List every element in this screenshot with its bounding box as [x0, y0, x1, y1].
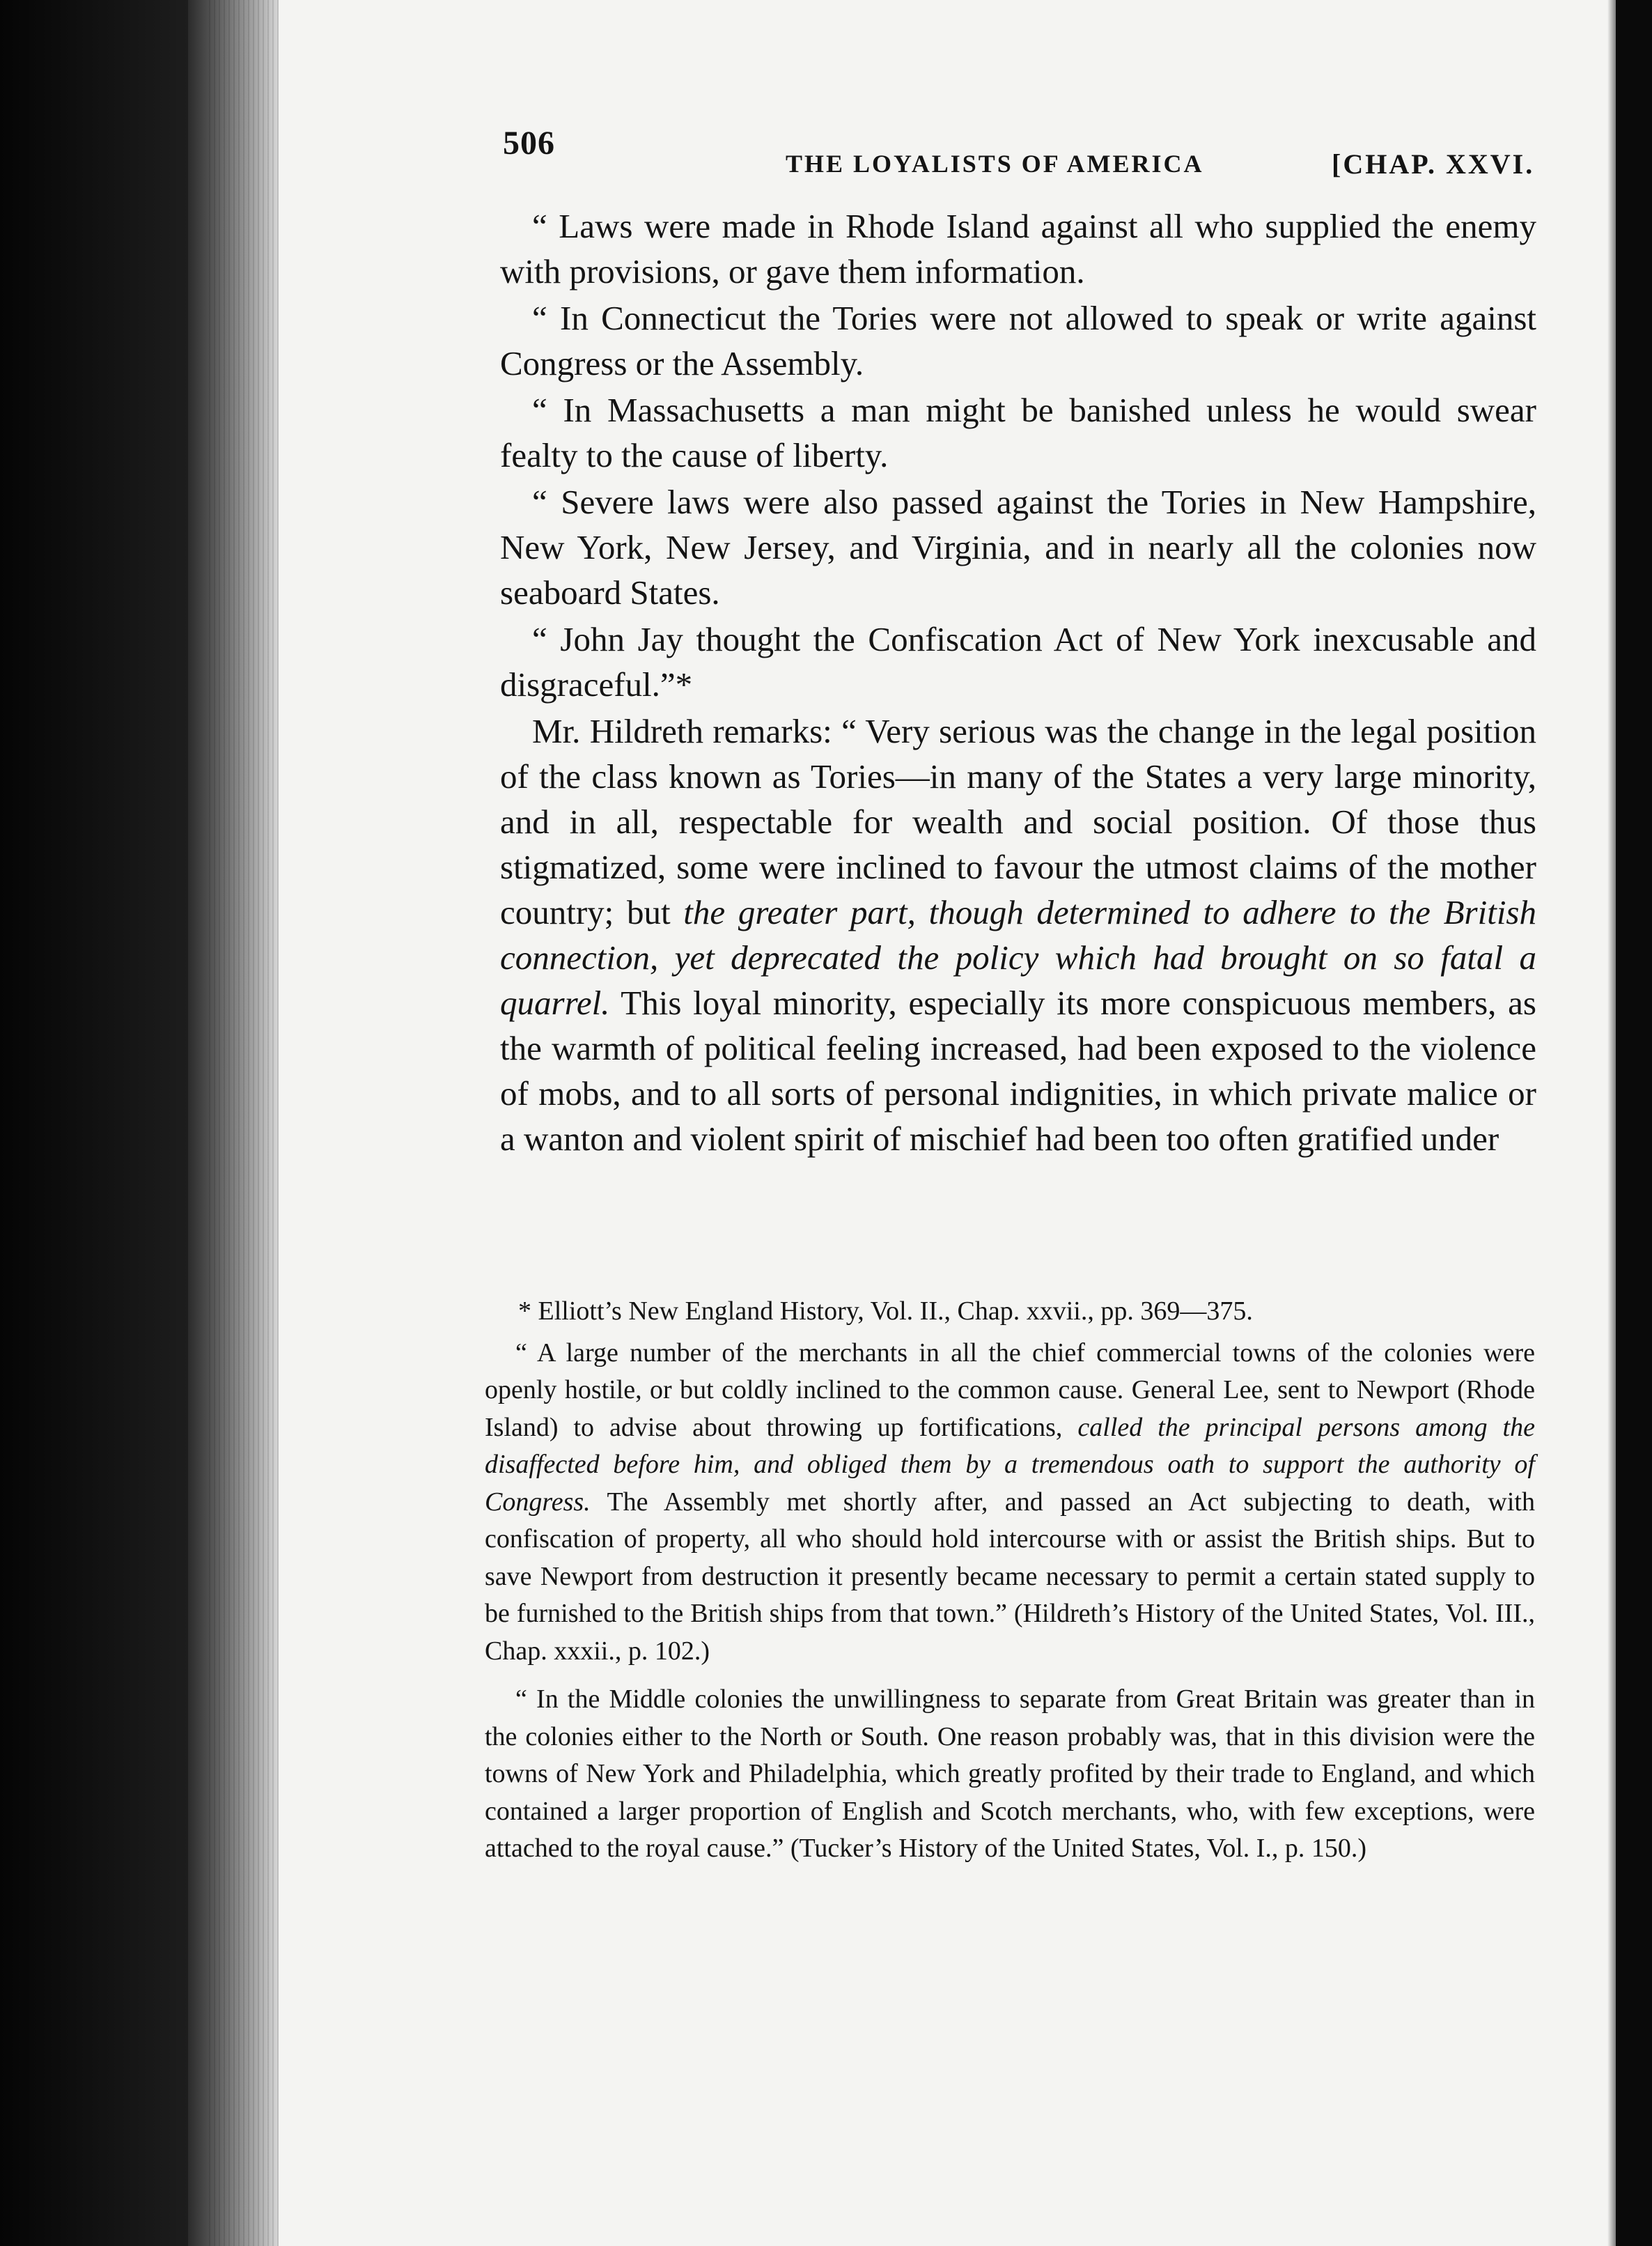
- hildreth-text-start: Mr. Hildreth remarks: “ Very serious was the change in the legal position of the class known as Tories—in many of the States a very large minority, and in all, respectable for wealth and social position. Of those thus stigmatized, some were inclined to favour the utmost claims of the mother country; but: [500, 712, 1536, 931]
- paragraph-hildreth: [500, 708, 1536, 1161]
- paragraph-rhode-island: “ Laws were made in Rhode Island against all who supplied the enemy with provisions, or gave them information.: [500, 207, 1536, 291]
- footnote-merchants-italic: called the principal persons among the disaffected before him, and obliged them by a tremendous oath to support the authority of Congress.: [485, 1412, 1535, 1517]
- paragraph-massachusetts: “ In Massachusetts a man might be banished unless he would swear fealty to the cause of liberty.: [500, 391, 1536, 474]
- footnote-merchants-start: “ A large number of the merchants in all the chief commercial towns of the colonies were openly hostile, or but coldly inclined to the common cause. General Lee, sent to Newport (Rhode Island) to advise about throwing up fortifications,: [485, 1338, 1535, 1442]
- paragraph-severe-laws: “ Severe laws were also passed against the Tories in New Hampshire, New York, New Jersey, and Virginia, and in nearly all the colonies now seaboard States.: [500, 483, 1536, 612]
- hildreth-italic-passage: the greater part, though determined to adhere to the British connection, yet deprecated the policy which had brought on so fatal a quarrel.: [500, 893, 1536, 1022]
- footnote-middle-colonies: “ In the Middle colonies the unwillingness to separate from Great Britain was greater than in the colonies either to the North or South. One reason probably was, that in this division were the towns of New York and Philadelphia, which greatly profited by their trade to England, and which contained a larger proportion of English and Scotch merchants, who, with few exceptions, were attached to the royal cause.” (Tucker’s History of the United States, Vol. I., p. 150.): [485, 1684, 1535, 1863]
- footnotes: [485, 1293, 1535, 1868]
- hildreth-text-end: This loyal minority, especially its more conspicuous members, as the warmth of political feeling increased, had been exposed to the violence of mobs, and to all sorts of personal indignities, in which private malice or a wanton and violent spirit of mischief had been too often gratified under: [500, 984, 1536, 1158]
- scan-background-right: [1616, 0, 1652, 2246]
- paragraph-john-jay: “ John Jay thought the Confiscation Act of New York inexcusable and disgraceful.”*: [500, 620, 1536, 704]
- page-number: 506: [503, 125, 555, 162]
- chapter-reference: [CHAP. XXVI.: [1332, 148, 1535, 180]
- paragraph-connecticut: “ In Connecticut the Tories were not allowed to speak or write against Congress or the Assembly.: [500, 299, 1536, 382]
- scan-background-left: [0, 0, 188, 2246]
- running-title: THE LOYALISTS OF AMERICA: [786, 150, 1204, 178]
- footnote-merchants-end: The Assembly met shortly after, and passed an Act subjecting to death, with confiscation of property, all who should hold intercourse with or assist the British ships. But to save Newport from destruction it presently became necessary to permit a certain stated supply to be furnished to the British ships from that town.” (Hildreth’s History of the United States, Vol. III., Chap. xxxii., p. 102.): [485, 1487, 1535, 1666]
- main-text: [500, 203, 1536, 1161]
- footnote-merchants: [485, 1335, 1535, 1671]
- page-edges: [209, 0, 279, 2246]
- footnote-reference: * Elliott’s New England History, Vol. II., Chap. xxvii., pp. 369—375.: [518, 1296, 1253, 1326]
